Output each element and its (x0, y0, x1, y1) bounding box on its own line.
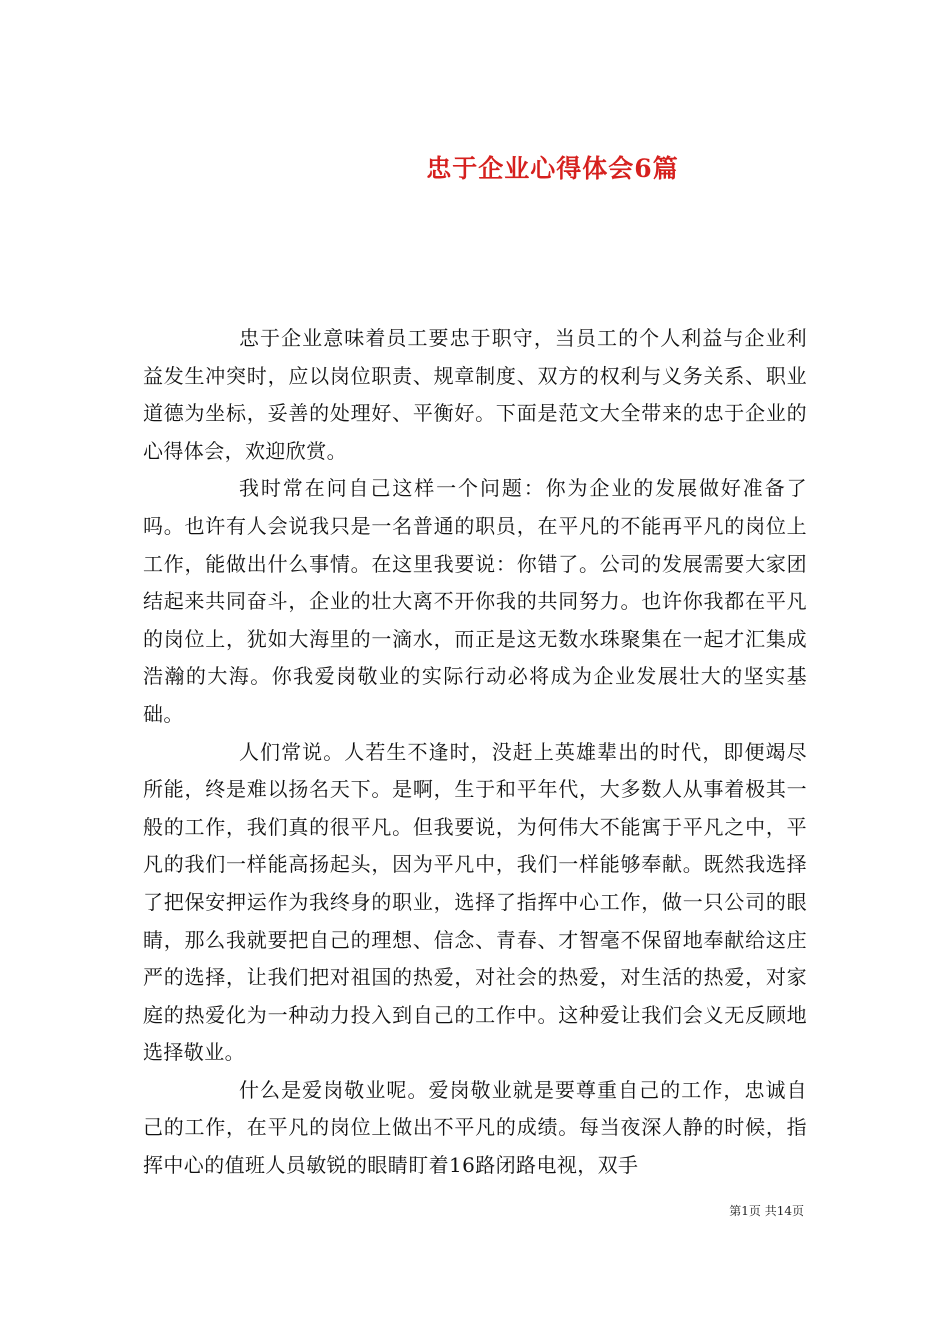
document-body (143, 320, 807, 1185)
paragraph-1: 忠于企业意味着员工要忠于职守，当员工的个人利益与企业利益发生冲突时，应以岗位职责、规章制度、双方的权利与义务关系、职业道德为坐标，妥善的处理好、平衡好。下面是范文大全带来的忠于企业的心得体会，欢迎欣赏。 (143, 326, 807, 463)
document-title: 忠于企业心得体会6篇 (426, 153, 679, 183)
paragraph-2: 我时常在问自己这样一个问题：你为企业的发展做好准备了吗。也许有人会说我只是一名普通的职员，在平凡的不能再平凡的岗位上工作，能做出什么事情。在这里我要说：你错了。公司的发展需要大家团结起来共同奋斗，企业的壮大离不开你我的共同努力。也许你我都在平凡的岗位上，犹如大海里的一滴水，而正是这无数水珠聚集在一起才汇集成浩瀚的大海。你我爱岗敬业的实际行动必将成为企业发展壮大的坚实基础。 (143, 476, 807, 726)
paragraph-4: 什么是爱岗敬业呢。爱岗敬业就是要尊重自己的工作，忠诚自己的工作，在平凡的岗位上做出不平凡的成绩。每当夜深人静的时候，指挥中心的值班人员敏锐的眼睛盯着16路闭路电视，双手 (143, 1077, 807, 1178)
page-number-footer: 第1页 共14页 (729, 1204, 804, 1218)
paragraph-3: 人们常说。人若生不逢时，没赶上英雄辈出的时代，即便竭尽所能，终是难以扬名天下。是啊，生于和平年代，大多数人从事着极其一般的工作，我们真的很平凡。但我要说，为何伟大不能寓于平凡之中，平凡的我们一样能高扬起头，因为平凡中，我们一样能够奉献。既然我选择了把保安押运作为我终身的职业，选择了指挥中心工作，做一只公司的眼睛，那么我就要把自己的理想、信念、青春、才智毫不保留地奉献给这庄严的选择，让我们把对祖国的热爱，对社会的热爱，对生活的热爱，对家庭的热爱化为一种动力投入到自己的工作中。这种爱让我们会义无反顾地选择敬业。 (143, 739, 807, 1065)
